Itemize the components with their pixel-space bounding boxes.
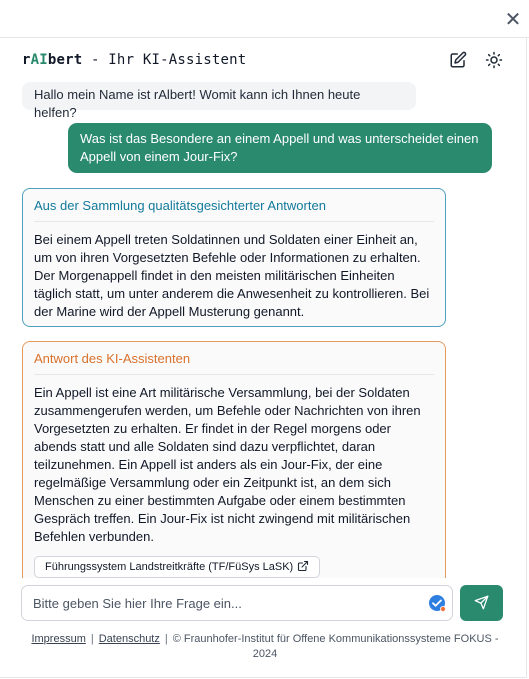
question-input[interactable] — [22, 586, 422, 620]
chat-history[interactable] — [0, 78, 527, 578]
bot-greeting-message: Hallo mein Name ist rAlbert! Womit kann ich Ihnen heute helfen? — [22, 82, 416, 110]
app-title — [22, 51, 508, 69]
source-link-button[interactable] — [34, 556, 320, 578]
curated-answer-card — [22, 188, 446, 327]
datenschutz-link[interactable]: Datenschutz — [98, 633, 160, 645]
curated-answer-title: Aus der Sammlung qualitätsgesichterter Antworten — [34, 189, 434, 222]
title-subtitle: - Ihr KI-Assistent — [82, 52, 247, 68]
ai-answer-card — [22, 341, 446, 578]
source-link-label: Führungssystem Landstreitkräfte (TF/FüSys LaSK) — [45, 561, 294, 573]
send-button[interactable] — [460, 585, 503, 621]
send-icon — [474, 595, 489, 610]
impressum-link[interactable]: Impressum — [31, 633, 86, 645]
external-link-icon — [297, 559, 309, 578]
footer-separator: | — [90, 633, 94, 645]
title-bert: bert — [47, 52, 83, 68]
ai-answer-title: Antwort des KI-Assistenten — [34, 342, 434, 375]
question-input-wrapper — [21, 585, 453, 621]
ai-answer-body: Ein Appell ist eine Art militärische Versammlung, bei der Soldaten zusammengerufen werden, um Befehle oder Nachrichten von ihren Vorgesetzten zu erhalten. Er findet in der Regel morgens oder abends statt und alle Soldaten sind dazu verpflichtet, daran teilzunehmen. Ein Appell ist anders als ein Jour-Fix, der eine regelmäßige Versammlung oder ein Zeitpunkt ist, an dem sich Menschen zu einer bestimmten Aufgabe oder einem bestimmten Gespräch treffen. Ein Jour-Fix ist nicht zwingend mit militärischen Befehlen verbunden. — [34, 385, 421, 544]
curated-answer-body: Bei einem Appell treten Soldatinnen und Soldaten einer Einheit an, um von ihren Vorgesetzten Befehle oder Informationen zu erhalten. Der Morgenappell findet in den meisten militärischen Einheiten täglich statt, um unter anderem die Anwesenheit zu kontrollieren. Bei der Marine wird der Appell Musterung genannt. — [34, 232, 430, 319]
panel-header — [22, 51, 508, 69]
theme-sun-icon[interactable] — [485, 51, 503, 69]
footer — [20, 632, 510, 662]
window-topbar — [0, 0, 529, 38]
title-r: r — [22, 52, 31, 68]
edit-icon[interactable] — [449, 51, 467, 69]
close-icon[interactable]: ✕ — [504, 7, 522, 31]
title-ai: AI — [30, 52, 48, 68]
user-question-message: Was ist das Besondere an einem Appell und was unterscheidet einen Appell von einem Jour-Fix? — [68, 123, 492, 173]
footer-separator: | — [164, 633, 168, 645]
copyright-text: © Fraunhofer-Institut für Offene Kommunikationssysteme FOKUS - 2024 — [172, 633, 499, 660]
grammar-check-icon[interactable] — [428, 594, 446, 612]
